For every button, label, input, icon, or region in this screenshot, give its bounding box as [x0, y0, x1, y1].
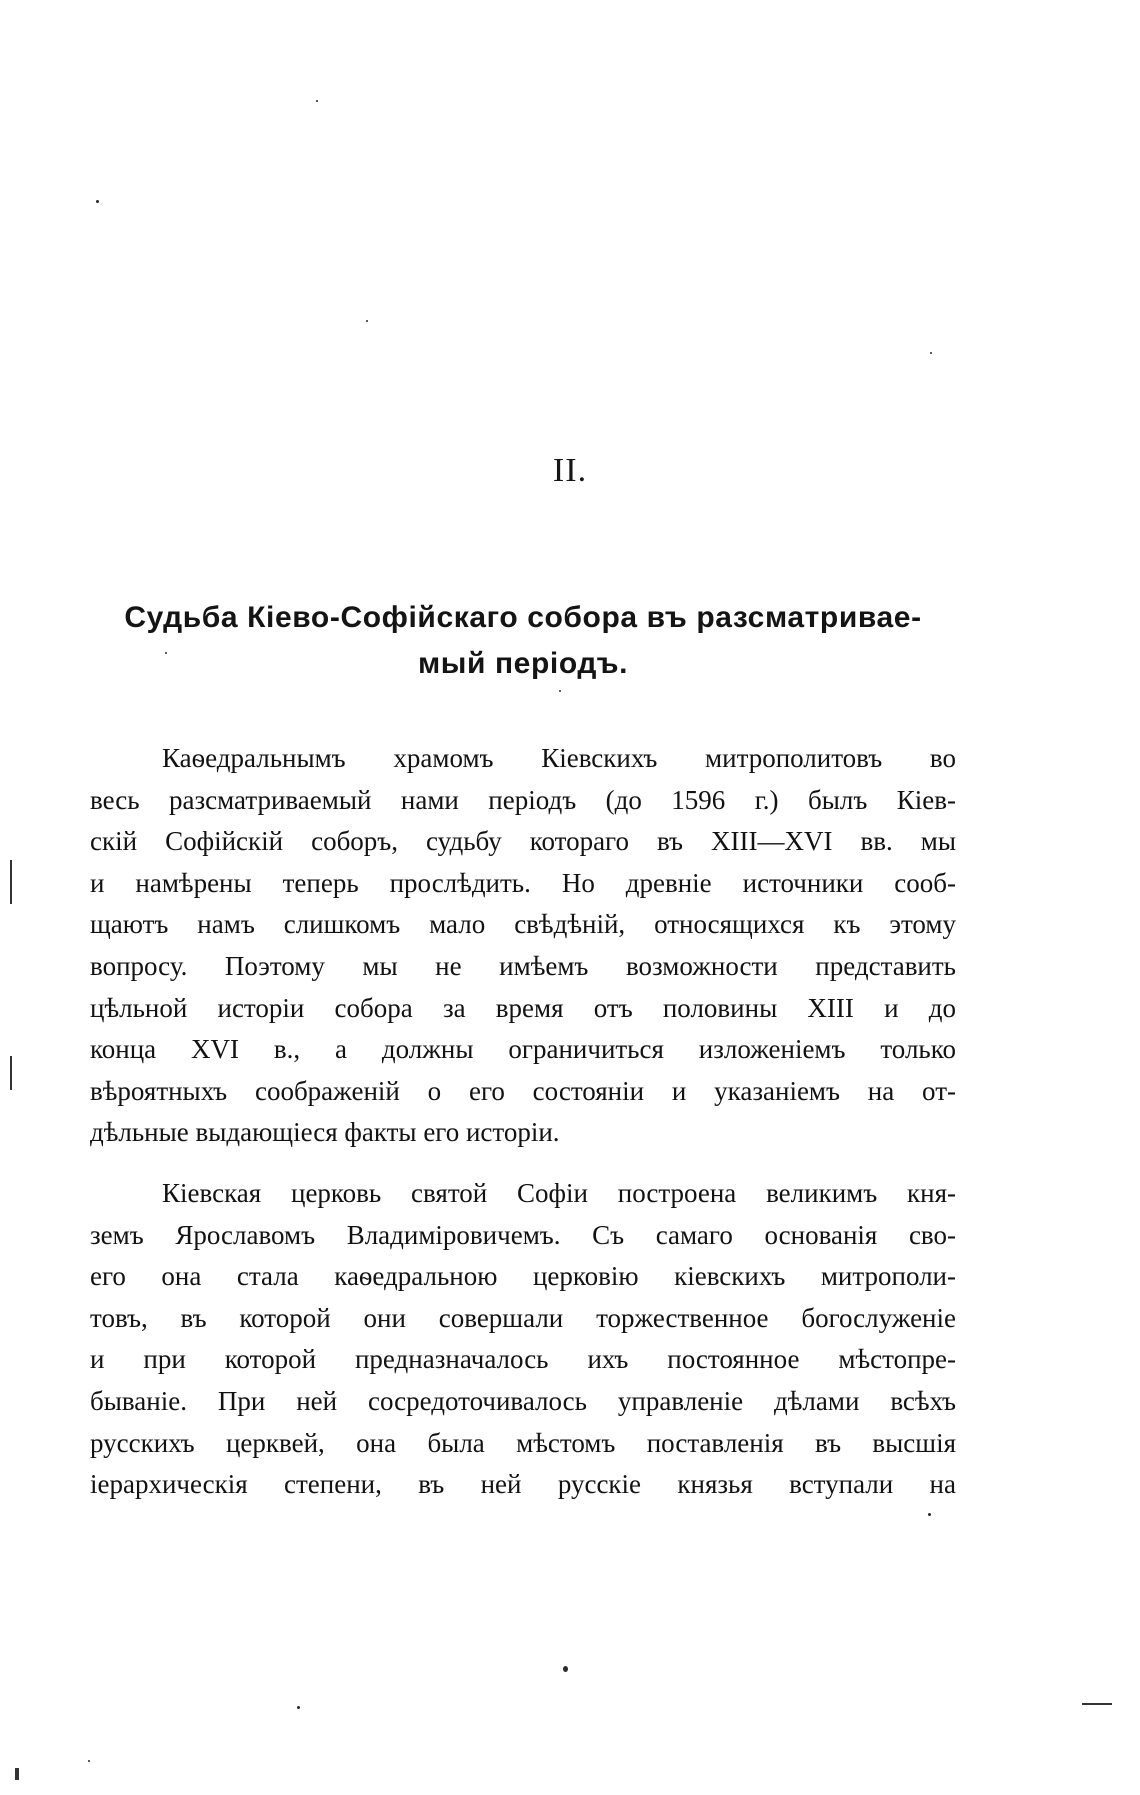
text-line: и намѣрены теперь прослѣдить. Но древніе источники сооб- [90, 867, 956, 898]
scan-edge-mark [15, 1768, 19, 1780]
text-line: конца XVI в., а должны ограничиться изложеніемъ только [90, 1034, 956, 1065]
scan-edge-mark [10, 860, 12, 904]
scan-speck [316, 100, 318, 102]
text-line: весь разсматриваемый нами періодъ (до 1596 г.) былъ Кіев- [90, 784, 956, 815]
text-line: товъ, въ которой они совершали торжественное богослуженіе [90, 1302, 956, 1333]
scan-speck [96, 200, 99, 203]
scan-speck [563, 1666, 568, 1672]
text-line: вопросу. Поэтому мы не имѣемъ возможности представить [90, 950, 956, 981]
scan-edge-mark [10, 1056, 12, 1090]
text-line: и при которой предназначалось ихъ постоянное мѣстопре- [90, 1344, 956, 1375]
paragraph-2 [90, 1173, 956, 1506]
chapter-number: II. [552, 452, 588, 489]
scan-speck [366, 320, 368, 322]
scan-speck [928, 1513, 931, 1516]
text-line: щаютъ намъ слишкомъ мало свѣдѣній, относящихся къ этому [90, 909, 956, 940]
scan-edge-mark [1082, 1703, 1112, 1705]
text-line: вѣроятныхъ соображеній о его состояніи и указаніемъ на от- [90, 1075, 956, 1106]
text-line: цѣльной исторіи собора за время отъ половины XIII и до [90, 992, 956, 1023]
scan-speck [88, 1760, 90, 1762]
text-line: скій Софійскій соборъ, судьбу котораго въ XIII—XVI вв. мы [90, 826, 956, 857]
scan-speck [297, 1706, 300, 1709]
text-line: Каѳедральнымъ храмомъ Кіевскихъ митрополитовъ во [162, 743, 956, 773]
text-line: земъ Ярославомъ Владиміровичемъ. Съ самаго основанія сво- [90, 1219, 956, 1250]
text-line: бываніе. При ней сосредоточивалось управленіе дѣлами всѣхъ [90, 1385, 956, 1416]
chapter-title-line: мый періодъ. [417, 647, 629, 680]
paragraph-1 [90, 738, 956, 1154]
chapter-title-line: Судьба Кіево-Софійскаго собора въ разсматривае- [124, 601, 922, 634]
text-line: русскихъ церквей, она была мѣстомъ поставленія въ высшія [90, 1427, 956, 1458]
scan-speck [559, 690, 561, 692]
scan-speck [930, 352, 932, 354]
text-line: его она стала каѳедральною церковію кіевскихъ митрополи- [90, 1261, 956, 1292]
chapter-title [90, 595, 956, 687]
text-line: дѣльные выдающіеся факты его исторіи. [90, 1117, 560, 1148]
text-line: іерархическія степени, въ ней русскіе князья вступали на [90, 1469, 956, 1500]
text-line: Кіевская церковь святой Софіи построена великимъ кня- [162, 1178, 956, 1208]
